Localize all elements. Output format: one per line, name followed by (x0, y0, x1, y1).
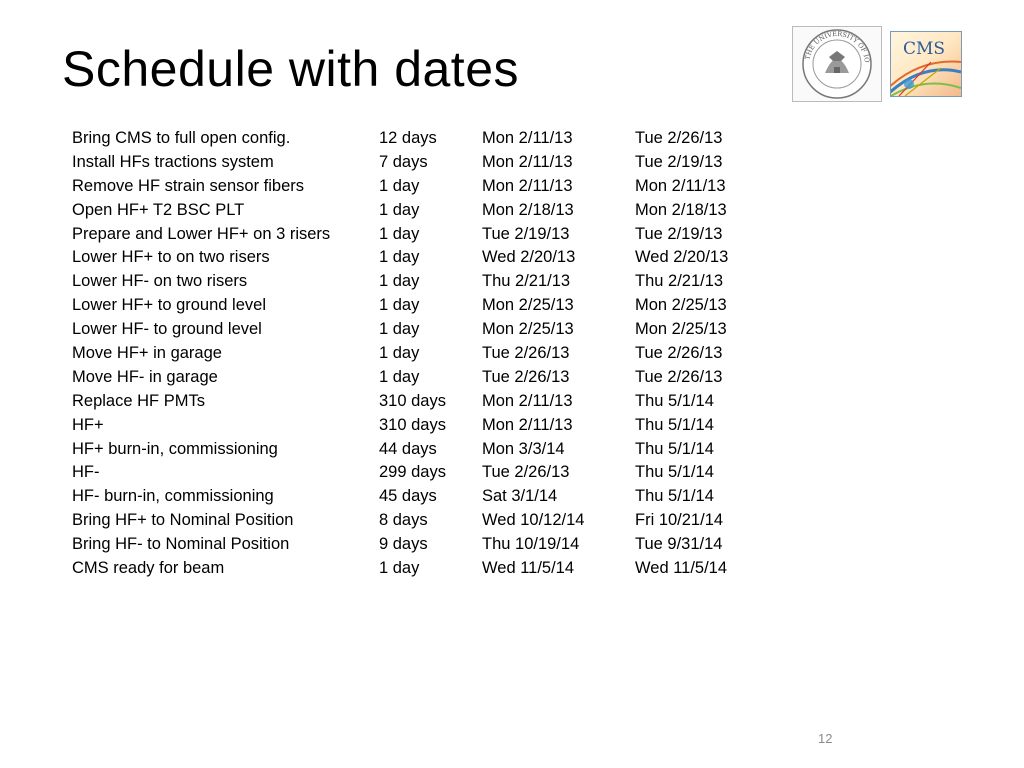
task-duration: 44 days (379, 439, 437, 458)
task-name: Move HF- in garage (72, 367, 218, 386)
task-start-date: Mon 2/25/13 (482, 296, 574, 315)
task-start-date: Mon 2/11/13 (482, 176, 573, 195)
task-start-date: Thu 2/21/13 (482, 272, 571, 291)
task-duration: 9 days (379, 535, 428, 554)
task-start-date: Mon 2/11/13 (482, 129, 573, 147)
task-end-date: Mon 2/25/13 (635, 320, 727, 339)
task-start-date: Wed 11/5/14 (482, 559, 575, 578)
task-end-date: Tue 9/31/14 (635, 535, 723, 554)
task-name: Bring HF- to Nominal Position (72, 535, 290, 554)
task-name: Prepare and Lower HF+ on 3 risers (72, 224, 331, 243)
task-duration: 1 day (379, 224, 420, 243)
task-end-date: Thu 5/1/14 (635, 439, 714, 458)
schedule-list (72, 127, 792, 581)
task-duration: 1 day (379, 320, 420, 339)
task-end-date: Thu 5/1/14 (635, 391, 714, 410)
task-duration: 1 day (379, 296, 420, 315)
task-end-date: Wed 11/5/14 (635, 559, 728, 578)
cms-logo-text: CMS (903, 39, 946, 59)
task-name: HF+ (72, 415, 104, 434)
task-duration: 12 days (379, 129, 437, 147)
schedule-row (72, 509, 792, 533)
schedule-row (72, 342, 792, 366)
task-end-date: Tue 2/19/13 (635, 152, 723, 171)
university-seal-icon (793, 27, 881, 101)
task-start-date: Mon 2/25/13 (482, 320, 574, 339)
task-start-date: Wed 10/12/14 (482, 511, 585, 530)
schedule-row (72, 318, 792, 342)
task-start-date: Tue 2/26/13 (482, 344, 570, 363)
task-name: Install HFs tractions system (72, 152, 274, 171)
task-duration: 1 day (379, 272, 420, 291)
university-seal-logo (792, 26, 882, 102)
task-duration: 310 days (379, 415, 446, 434)
task-duration: 1 day (379, 176, 420, 195)
task-duration: 1 day (379, 559, 420, 578)
schedule-row (72, 485, 792, 509)
task-start-date: Mon 2/11/13 (482, 415, 573, 434)
task-name: Open HF+ T2 BSC PLT (72, 200, 245, 219)
schedule-row (72, 270, 792, 294)
task-end-date: Thu 5/1/14 (635, 487, 714, 506)
schedule-row (72, 390, 792, 414)
task-end-date: Tue 2/26/13 (635, 129, 723, 147)
task-name: Lower HF+ to ground level (72, 296, 266, 315)
task-end-date: Fri 10/21/14 (635, 511, 724, 530)
schedule-row (72, 557, 792, 581)
task-name: HF+ burn-in, commissioning (72, 439, 278, 458)
task-end-date: Thu 5/1/14 (635, 415, 714, 434)
task-start-date: Tue 2/19/13 (482, 224, 570, 243)
seal-text: THE UNIVERSITY OF IO (803, 29, 872, 64)
task-name: HF- burn-in, commissioning (72, 487, 274, 506)
task-name: Replace HF PMTs (72, 391, 205, 410)
task-duration: 1 day (379, 344, 420, 363)
task-end-date: Mon 2/11/13 (635, 176, 726, 195)
cms-logo (890, 31, 962, 97)
schedule-row (72, 533, 792, 557)
slide-title: Schedule with dates (62, 41, 520, 97)
task-end-date: Mon 2/25/13 (635, 296, 727, 315)
task-end-date: Tue 2/26/13 (635, 344, 723, 363)
task-start-date: Tue 2/26/13 (482, 367, 570, 386)
task-name: Move HF+ in garage (72, 344, 222, 363)
task-name: Lower HF- on two risers (72, 272, 248, 291)
schedule-row (72, 127, 792, 151)
task-start-date: Mon 2/11/13 (482, 391, 573, 410)
task-end-date: Thu 2/21/13 (635, 272, 724, 291)
schedule-row (72, 151, 792, 175)
task-name: HF- (72, 463, 100, 482)
schedule-row (72, 223, 792, 247)
task-duration: 1 day (379, 248, 420, 267)
task-duration: 7 days (379, 152, 428, 171)
task-duration: 45 days (379, 487, 437, 506)
task-duration: 299 days (379, 463, 446, 482)
task-start-date: Thu 10/19/14 (482, 535, 580, 554)
schedule-row (72, 294, 792, 318)
task-end-date: Tue 2/26/13 (635, 367, 723, 386)
task-name: Bring HF+ to Nominal Position (72, 511, 294, 530)
task-name: Bring CMS to full open config. (72, 129, 291, 147)
task-name: Lower HF+ to on two risers (72, 248, 270, 267)
task-start-date: Tue 2/26/13 (482, 463, 570, 482)
task-name: CMS ready for beam (72, 559, 225, 578)
task-start-date: Mon 2/11/13 (482, 152, 573, 171)
schedule-row (72, 199, 792, 223)
task-end-date: Thu 5/1/14 (635, 463, 714, 482)
schedule-row (72, 414, 792, 438)
task-name: Remove HF strain sensor fibers (72, 176, 304, 195)
cms-detector-icon (891, 32, 961, 96)
task-end-date: Mon 2/18/13 (635, 200, 727, 219)
task-start-date: Wed 2/20/13 (482, 248, 576, 267)
schedule-row (72, 246, 792, 270)
task-start-date: Mon 2/18/13 (482, 200, 574, 219)
task-duration: 1 day (379, 367, 420, 386)
task-duration: 1 day (379, 200, 420, 219)
task-duration: 310 days (379, 391, 446, 410)
task-start-date: Sat 3/1/14 (482, 487, 558, 506)
schedule-row (72, 461, 792, 485)
task-end-date: Tue 2/19/13 (635, 224, 723, 243)
page-number: 12 (818, 731, 833, 746)
schedule-row (72, 438, 792, 462)
task-start-date: Mon 3/3/14 (482, 439, 565, 458)
schedule-row (72, 175, 792, 199)
task-name: Lower HF- to ground level (72, 320, 262, 339)
schedule-row (72, 366, 792, 390)
task-end-date: Wed 2/20/13 (635, 248, 729, 267)
task-duration: 8 days (379, 511, 428, 530)
